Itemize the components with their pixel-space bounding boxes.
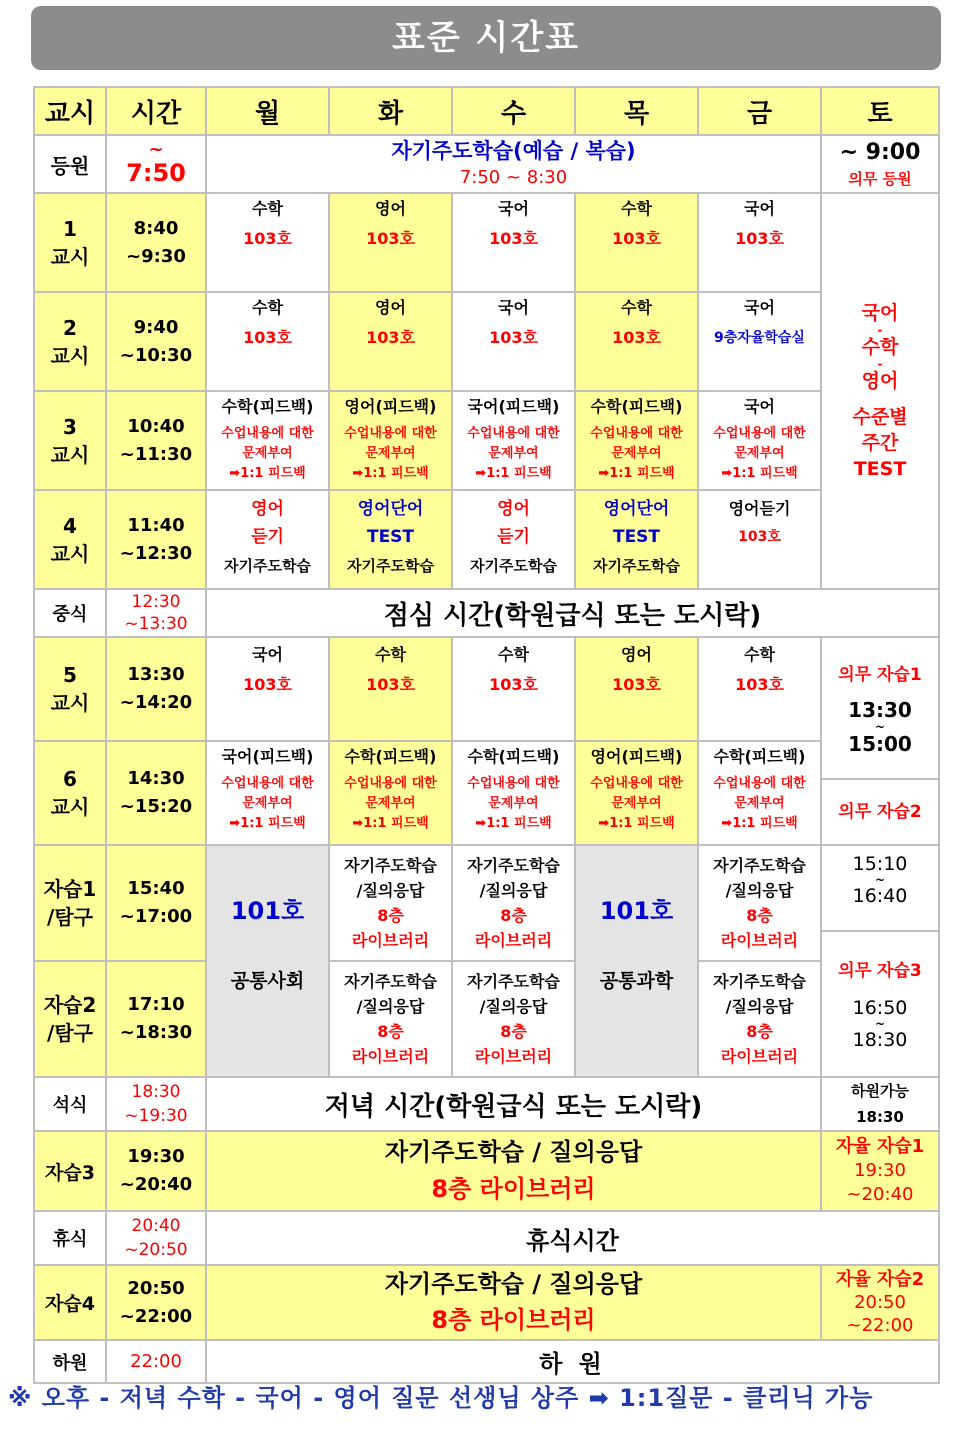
self-study-3-time: 19:30 ~20:40 bbox=[106, 1131, 206, 1211]
self-study-4-sat: 자율 자습2 20:50 ~22:00 bbox=[821, 1265, 939, 1340]
p1-wed: 국어 103호 bbox=[452, 193, 575, 292]
arrival-main: 자기주도학습(예습 / 복습) 7:50 ~ 8:30 bbox=[206, 135, 821, 193]
self-study-4-label: 자습4 bbox=[34, 1265, 106, 1340]
page-title: 표준 시간표 bbox=[31, 6, 941, 70]
sat-study-2-time: 15:10 ~ 16:40 bbox=[822, 846, 938, 932]
header-row bbox=[34, 87, 939, 135]
p3-tue: 영어(피드백) 수업내용에 대한 문제부여 ➡1:1 피드백 bbox=[329, 391, 452, 490]
arrival-label: 등원 bbox=[34, 135, 106, 193]
period-6-row bbox=[34, 741, 939, 845]
p4-fri: 영어듣기 103호 bbox=[698, 490, 821, 589]
period-1-row bbox=[34, 193, 939, 292]
lunch-row bbox=[34, 589, 939, 637]
leave-main: 하 원 bbox=[206, 1340, 939, 1383]
period-4-row bbox=[34, 490, 939, 589]
arrival-sat: ~ 9:00 의무 등원 bbox=[821, 135, 939, 193]
header-time: 시간 bbox=[106, 87, 206, 135]
p6-mon: 국어(피드백) 수업내용에 대한 문제부여 ➡1:1 피드백 bbox=[206, 741, 329, 845]
dinner-main: 저녁 시간(학원급식 또는 도시락) bbox=[206, 1077, 821, 1131]
header-wed: 수 bbox=[452, 87, 575, 135]
period-2-row bbox=[34, 292, 939, 391]
dinner-label: 석식 bbox=[34, 1077, 106, 1131]
sat-study-3: 의무 자습3 16:50 ~ 18:30 bbox=[838, 961, 922, 1051]
period-3-time: 10:40 ~11:30 bbox=[106, 391, 206, 490]
self-study-2-row bbox=[34, 961, 939, 1077]
period-4-label: 4 교시 bbox=[34, 490, 106, 589]
fri-self-2: 자기주도학습 /질의응답 8층 라이브러리 bbox=[698, 961, 821, 1077]
lunch-main: 점심 시간(학원급식 또는 도시락) bbox=[206, 589, 939, 637]
p2-fri: 국어 9층자율학습실 bbox=[698, 292, 821, 391]
period-4-time: 11:40 ~12:30 bbox=[106, 490, 206, 589]
p3-thu: 수학(피드백) 수업내용에 대한 문제부여 ➡1:1 피드백 bbox=[575, 391, 698, 490]
p5-wed: 수학 103호 bbox=[452, 637, 575, 741]
header-period: 교시 bbox=[34, 87, 106, 135]
p3-fri: 국어 수업내용에 대한 문제부여 ➡1:1 피드백 bbox=[698, 391, 821, 490]
period-6-label: 6 교시 bbox=[34, 741, 106, 845]
dinner-row bbox=[34, 1077, 939, 1131]
period-1-time: 8:40 ~9:30 bbox=[106, 193, 206, 292]
arrival-row bbox=[34, 135, 939, 193]
self-study-1-label: 자습1 /탐구 bbox=[34, 845, 106, 961]
leave-row bbox=[34, 1340, 939, 1383]
p2-thu: 수학 103호 bbox=[575, 292, 698, 391]
footer-note: ※ 오후 - 저녁 수학 - 국어 - 영어 질문 선생님 상주 ➡ 1:1질문 - 클리닉 가능 bbox=[8, 1384, 874, 1412]
lunch-time: 12:30 ~13:30 bbox=[106, 589, 206, 637]
sat-test-cell: 국어 - 수학 - 영어 수준별 주간 TEST bbox=[821, 193, 939, 589]
self-study-4-main: 자기주도학습 / 질의응답 8층 라이브러리 bbox=[206, 1265, 821, 1340]
rest-time: 20:40 ~20:50 bbox=[106, 1211, 206, 1265]
p1-mon: 수학 103호 bbox=[206, 193, 329, 292]
p5-thu: 영어 103호 bbox=[575, 637, 698, 741]
leave-label: 하원 bbox=[34, 1340, 106, 1383]
lunch-label: 중식 bbox=[34, 589, 106, 637]
tue-self-2: 자기주도학습 /질의응답 8층 라이브러리 bbox=[329, 961, 452, 1077]
sat-study-2-title: 의무 자습2 bbox=[838, 802, 922, 822]
sat-study-1: 의무 자습1 13:30 ~ 15:00 bbox=[822, 638, 938, 780]
self-study-3-row bbox=[34, 1131, 939, 1211]
p6-thu: 영어(피드백) 수업내용에 대한 문제부여 ➡1:1 피드백 bbox=[575, 741, 698, 845]
p4-tue: 영어단어 TEST 자기주도학습 bbox=[329, 490, 452, 589]
rest-main: 휴식시간 bbox=[206, 1211, 939, 1265]
mon-social-cell: 101호 공통사회 bbox=[206, 845, 329, 1077]
period-1-label: 1 교시 bbox=[34, 193, 106, 292]
p6-fri: 수학(피드백) 수업내용에 대한 문제부여 ➡1:1 피드백 bbox=[698, 741, 821, 845]
rest-row bbox=[34, 1211, 939, 1265]
self-study-3-sat: 자율 자습1 19:30 ~20:40 bbox=[821, 1131, 939, 1211]
self-study-1-row bbox=[34, 845, 939, 961]
tue-self-1: 자기주도학습 /질의응답 8층 라이브러리 bbox=[329, 845, 452, 961]
p4-mon: 영어 듣기 자기주도학습 bbox=[206, 490, 329, 589]
p2-wed: 국어 103호 bbox=[452, 292, 575, 391]
self-study-1-time: 15:40 ~17:00 bbox=[106, 845, 206, 961]
p1-tue: 영어 103호 bbox=[329, 193, 452, 292]
sat-study-2-3 bbox=[821, 845, 939, 1077]
leave-time: 22:00 bbox=[106, 1340, 206, 1383]
dinner-sat: 하원가능 18:30 bbox=[821, 1077, 939, 1131]
p3-mon: 수학(피드백) 수업내용에 대한 문제부여 ➡1:1 피드백 bbox=[206, 391, 329, 490]
period-2-label: 2 교시 bbox=[34, 292, 106, 391]
dinner-time: 18:30 ~19:30 bbox=[106, 1077, 206, 1131]
p4-thu: 영어단어 TEST 자기주도학습 bbox=[575, 490, 698, 589]
self-study-2-time: 17:10 ~18:30 bbox=[106, 961, 206, 1077]
header-fri: 금 bbox=[698, 87, 821, 135]
fri-self-1: 자기주도학습 /질의응답 8층 라이브러리 bbox=[698, 845, 821, 961]
header-mon: 월 bbox=[206, 87, 329, 135]
sat-study-1-2 bbox=[821, 637, 939, 845]
period-2-time: 9:40 ~10:30 bbox=[106, 292, 206, 391]
arrival-time: ~ 7:50 bbox=[106, 135, 206, 193]
self-study-3-label: 자습3 bbox=[34, 1131, 106, 1211]
p5-fri: 수학 103호 bbox=[698, 637, 821, 741]
p6-wed: 수학(피드백) 수업내용에 대한 문제부여 ➡1:1 피드백 bbox=[452, 741, 575, 845]
wed-self-1: 자기주도학습 /질의응답 8층 라이브러리 bbox=[452, 845, 575, 961]
self-study-4-time: 20:50 ~22:00 bbox=[106, 1265, 206, 1340]
rest-label: 휴식 bbox=[34, 1211, 106, 1265]
header-thu: 목 bbox=[575, 87, 698, 135]
period-5-label: 5 교시 bbox=[34, 637, 106, 741]
p4-wed: 영어 듣기 자기주도학습 bbox=[452, 490, 575, 589]
self-study-3-main: 자기주도학습 / 질의응답 8층 라이브러리 bbox=[206, 1131, 821, 1211]
p5-mon: 국어 103호 bbox=[206, 637, 329, 741]
period-5-time: 13:30 ~14:20 bbox=[106, 637, 206, 741]
p2-mon: 수학 103호 bbox=[206, 292, 329, 391]
self-study-4-row bbox=[34, 1265, 939, 1340]
thu-science-cell: 101호 공통과학 bbox=[575, 845, 698, 1077]
p6-tue: 수학(피드백) 수업내용에 대한 문제부여 ➡1:1 피드백 bbox=[329, 741, 452, 845]
period-6-time: 14:30 ~15:20 bbox=[106, 741, 206, 845]
timetable bbox=[33, 86, 940, 1384]
header-tue: 화 bbox=[329, 87, 452, 135]
p1-thu: 수학 103호 bbox=[575, 193, 698, 292]
p1-fri: 국어 103호 bbox=[698, 193, 821, 292]
p3-wed: 국어(피드백) 수업내용에 대한 문제부여 ➡1:1 피드백 bbox=[452, 391, 575, 490]
wed-self-2: 자기주도학습 /질의응답 8층 라이브러리 bbox=[452, 961, 575, 1077]
period-3-label: 3 교시 bbox=[34, 391, 106, 490]
header-sat: 토 bbox=[821, 87, 939, 135]
self-study-2-label: 자습2 /탐구 bbox=[34, 961, 106, 1077]
period-5-row bbox=[34, 637, 939, 741]
period-3-row bbox=[34, 391, 939, 490]
p5-tue: 수학 103호 bbox=[329, 637, 452, 741]
p2-tue: 영어 103호 bbox=[329, 292, 452, 391]
